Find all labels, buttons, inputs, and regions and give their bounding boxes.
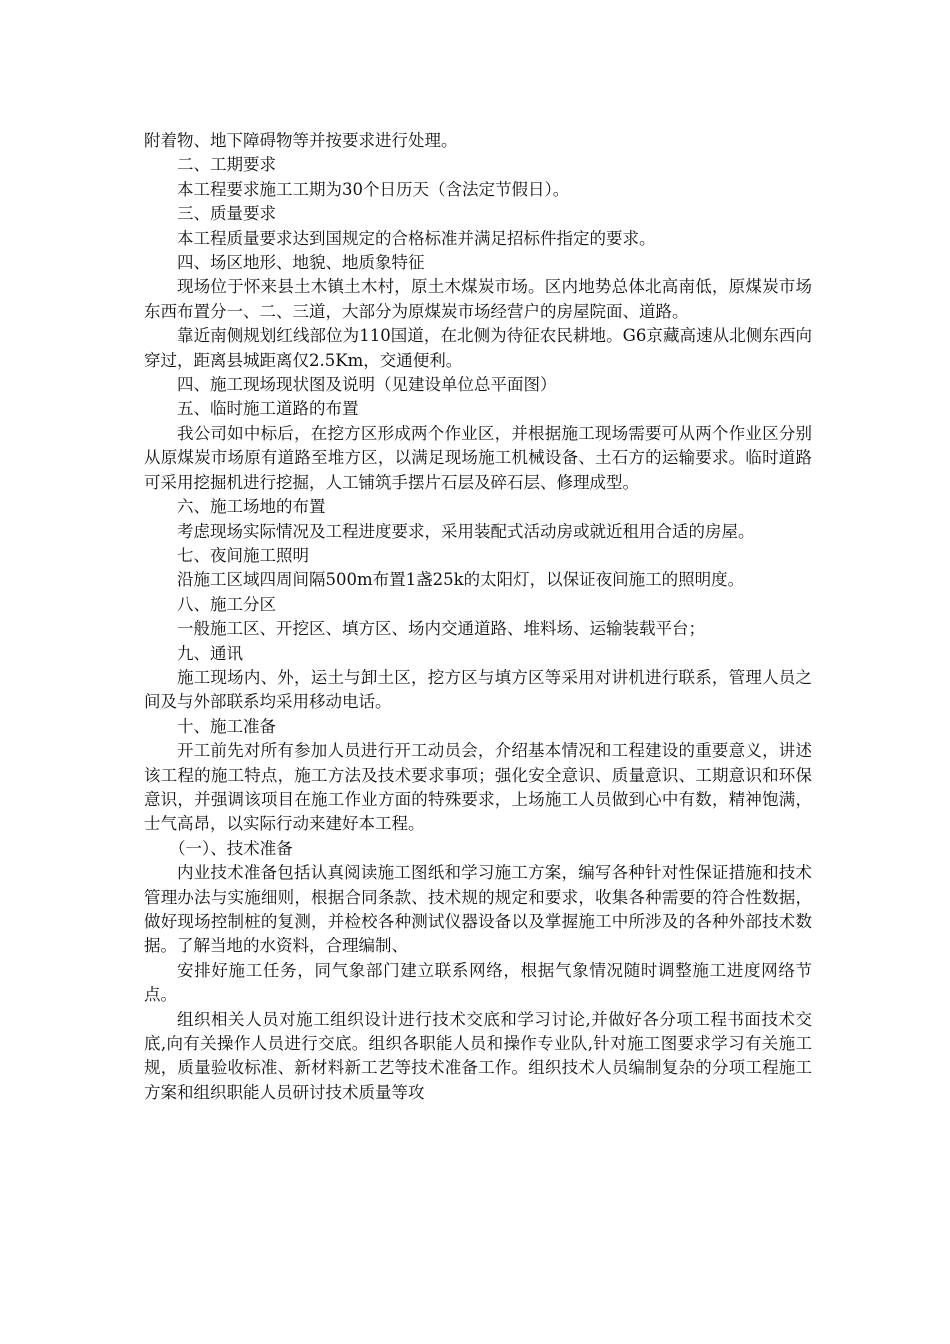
paragraph: 一般施工区、开挖区、填方区、场内交通道路、堆料场、运输装载平台； [177, 619, 705, 639]
section-heading-quality: 三、质量要求 [177, 204, 276, 224]
paragraph: 我公司如中标后，在挖方区形成两个作业区，并根据施工现场需要可从两个作业区分别从原煤炭市场原有道路至堆方区，以满足现场施工机械设备、土石方的运输要求。临时道路可采用挖掘机进行挖掘，人工铺筑手摆片石层及碎石层、修理成型。 [144, 423, 812, 492]
section-heading-preparation: 十、施工准备 [177, 716, 276, 736]
paragraph: 本工程要求施工工期为30个日历天（含法定节假日）。 [177, 179, 570, 199]
subsection-heading-technical: （一）、技术准备 [169, 838, 293, 858]
section-heading-communication: 九、通讯 [177, 643, 243, 663]
section-heading-temp-roads: 五、临时施工道路的布置 [177, 399, 359, 419]
section-heading-night-lighting: 七、夜间施工照明 [177, 545, 309, 565]
paragraph: 现场位于怀来县土木镇土木村，原土木煤炭市场。区内地势总体北高南低，原煤炭市场东西布置分一、二、三道，大部分为原煤炭市场经营户的房屋院面、道路。 [144, 277, 812, 321]
paragraph: 内业技术准备包括认真阅读施工图纸和学习施工方案，编写各种针对性保证措施和技术管理办法与实施细则，根据合同条款、技术规的规定和要求，收集各种需要的符合性数据，做好现场控制桩的复测，并检校各种测试仪器设备以及掌握施工中所涉及的各种外部技术数据。了解当地的水资料，合理编制、 [144, 863, 812, 956]
paragraph: 开工前先对所有参加人员进行开工动员会，介绍基本情况和工程建设的重要意义，讲述该工程的施工特点，施工方法及技术要求事项；强化安全意识、质量意识、工期意识和环保意识，并强调该项目在施工作业方面的特殊要求，上场施工人员做到心中有数，精神饱满，士气高昂，以实际行动来建好本工程。 [144, 741, 812, 834]
paragraph: 考虑现场实际情况及工程进度要求，采用装配式活动房或就近租用合适的房屋。 [177, 521, 755, 541]
paragraph: 沿施工区域四周间隔500m布置1盏25k的太阳灯，以保证夜间施工的照明度。 [177, 570, 745, 590]
section-heading-site-layout: 六、施工场地的布置 [177, 497, 326, 517]
section-heading-site-status: 四、施工现场现状图及说明（见建设单位总平面图） [177, 375, 557, 395]
section-heading-schedule: 二、工期要求 [177, 155, 276, 175]
paragraph: 本工程质量要求达到国规定的合格标准并满足招标件指定的要求。 [177, 228, 656, 248]
paragraph: 靠近南侧规划红线部位为110国道，在北侧为待征农民耕地。G6京藏高速从北侧东西向穿过，距离县城距离仅2.5Km，交通便利。 [144, 326, 812, 370]
document-body [144, 129, 812, 1105]
paragraph: 施工现场内、外，运土与卸土区，挖方区与填方区等采用对讲机进行联系，管理人员之间及与外部联系均采用移动电话。 [144, 667, 812, 712]
paragraph: 附着物、地下障碍物等并按要求进行处理。 [144, 131, 458, 150]
section-heading-terrain: 四、场区地形、地貌、地质象特征 [177, 253, 425, 273]
paragraph: 安排好施工任务，同气象部门建立联系网络，根据气象情况随时调整施工进度网络节点。 [144, 960, 812, 1005]
paragraph: 组织相关人员对施工组织设计进行技术交底和学习讨论,并做好各分项工程书面技术交底,向有关操作人员进行交底。组织各职能人员和操作专业队,针对施工图要求学习有关施工规，质量验收标准、新材料新工艺等技术准备工作。组织技术人员编制复杂的分项工程施工方案和组织职能人员研讨技术质量等攻 [144, 1009, 812, 1102]
section-heading-zones: 八、施工分区 [177, 594, 276, 614]
